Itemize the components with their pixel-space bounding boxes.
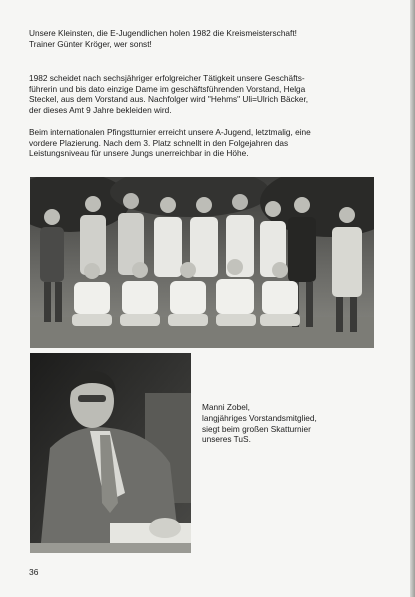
caption-line: siegt beim großen Skatturnier — [202, 423, 311, 434]
text-line: Unsere Kleinsten, die E-Jugendlichen holen 1982 die Kreismeisterschaft! — [29, 28, 297, 38]
text-line: Steckel, aus dem Vorstand aus. Nachfolger wird "Hehms" Uli=Ulrich Bäcker, — [29, 94, 309, 105]
caption-line: Manni Zobel, — [202, 402, 250, 412]
portrait-photo-image — [30, 353, 191, 553]
page-edge-shadow — [410, 0, 415, 597]
text-line: 1982 scheidet nach sechsjähriger erfolgreicher Tätigkeit unsere Geschäfts- — [29, 73, 305, 83]
caption-line: langjähriges Vorstandsmitglied, — [202, 412, 317, 423]
text-line: vordere Plazierung. Nach dem 3. Platz schnellt in den Folgejahren das — [29, 137, 289, 148]
team-photo — [30, 177, 374, 348]
photo-caption — [202, 402, 362, 445]
paragraph-pfingstturnier — [29, 127, 373, 159]
portrait-photo — [30, 353, 191, 553]
text-line: Leistungsniveau für unsere Jungs unerreichbar in die Höhe. — [29, 148, 249, 159]
paragraph-e-jugend — [29, 28, 373, 49]
page-number: 36 — [29, 567, 39, 577]
caption-line: unseres TuS. — [202, 434, 251, 445]
text-line: Beim internationalen Pfingstturnier erreicht unsere A-Jugend, letztmalig, eine — [29, 127, 311, 137]
text-line: führerin und bis dato einzige Dame im geschäftsführenden Vorstand, Helga — [29, 83, 306, 94]
paragraph-vorstand — [29, 73, 373, 115]
text-line: der dieses Amt 9 Jahre bekleiden wird. — [29, 104, 172, 115]
team-photo-image — [30, 177, 374, 348]
text-line: Trainer Günter Kröger, wer sonst! — [29, 38, 152, 49]
